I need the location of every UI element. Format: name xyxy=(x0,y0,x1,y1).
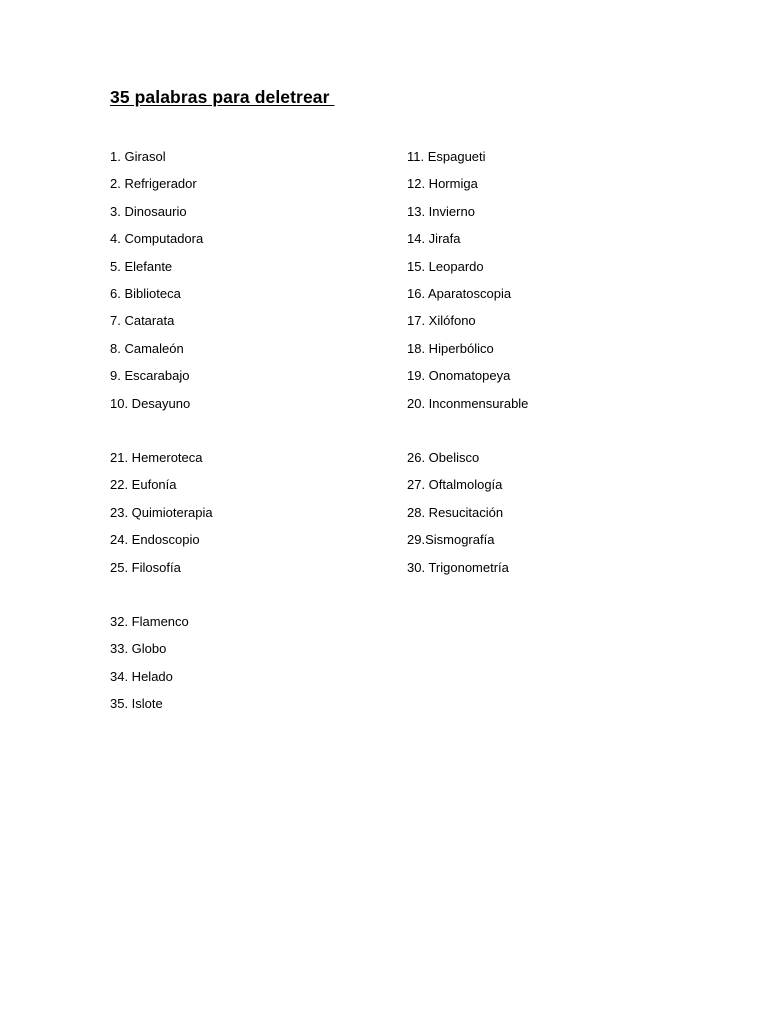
list-item: 23. Quimioterapia xyxy=(110,504,213,520)
list-item: 13. Invierno xyxy=(407,203,475,219)
list-item: 15. Leopardo xyxy=(407,258,484,274)
list-item: 30. Trigonometría xyxy=(407,559,509,575)
list-item: 16. Aparatoscopia xyxy=(407,285,512,301)
list-item: 6. Biblioteca xyxy=(110,285,181,301)
list-item: 35. Islote xyxy=(110,696,163,712)
list-item: 25. Filosofía xyxy=(110,559,181,575)
list-item: 8. Camaleón xyxy=(110,340,184,356)
list-item: 1. Girasol xyxy=(110,149,166,164)
list-item: 27. Oftalmología xyxy=(407,477,503,493)
word-list-group-2-right xyxy=(407,450,509,587)
list-item: 14. Jirafa xyxy=(407,231,461,247)
word-list-group-1-left xyxy=(110,149,203,423)
word-list-group-2-left xyxy=(110,450,213,587)
list-item: 22. Eufonía xyxy=(110,477,177,493)
list-item: 20. Inconmensurable xyxy=(407,395,529,411)
list-item: 21. Hemeroteca xyxy=(110,450,203,465)
list-item: 10. Desayuno xyxy=(110,395,191,411)
word-list-group-3-left xyxy=(110,614,189,724)
word-list-group-1-right xyxy=(407,149,528,423)
list-item: 3. Dinosaurio xyxy=(110,203,187,219)
list-item: 34. Helado xyxy=(110,668,173,684)
list-item: 26. Obelisco xyxy=(407,450,480,465)
list-item: 19. Onomatopeya xyxy=(407,368,511,384)
list-item: 7. Catarata xyxy=(110,313,175,329)
list-item: 17. Xilófono xyxy=(407,313,476,329)
list-item: 5. Elefante xyxy=(110,258,173,274)
list-item: 32. Flamenco xyxy=(110,614,189,629)
page-title: 35 palabras para deletrear xyxy=(110,87,335,107)
list-item: 11. Espagueti xyxy=(407,149,486,164)
list-item: 9. Escarabajo xyxy=(110,368,190,384)
list-item: 28. Resucitación xyxy=(407,504,504,520)
list-item: 33. Globo xyxy=(110,641,167,657)
list-item: 24. Endoscopio xyxy=(110,532,200,548)
list-item: 12. Hormiga xyxy=(407,176,478,192)
list-item: 4. Computadora xyxy=(110,231,204,247)
list-item: 29.Sismografía xyxy=(407,532,495,548)
list-item: 2. Refrigerador xyxy=(110,176,197,192)
list-item: 18. Hiperbólico xyxy=(407,340,494,356)
